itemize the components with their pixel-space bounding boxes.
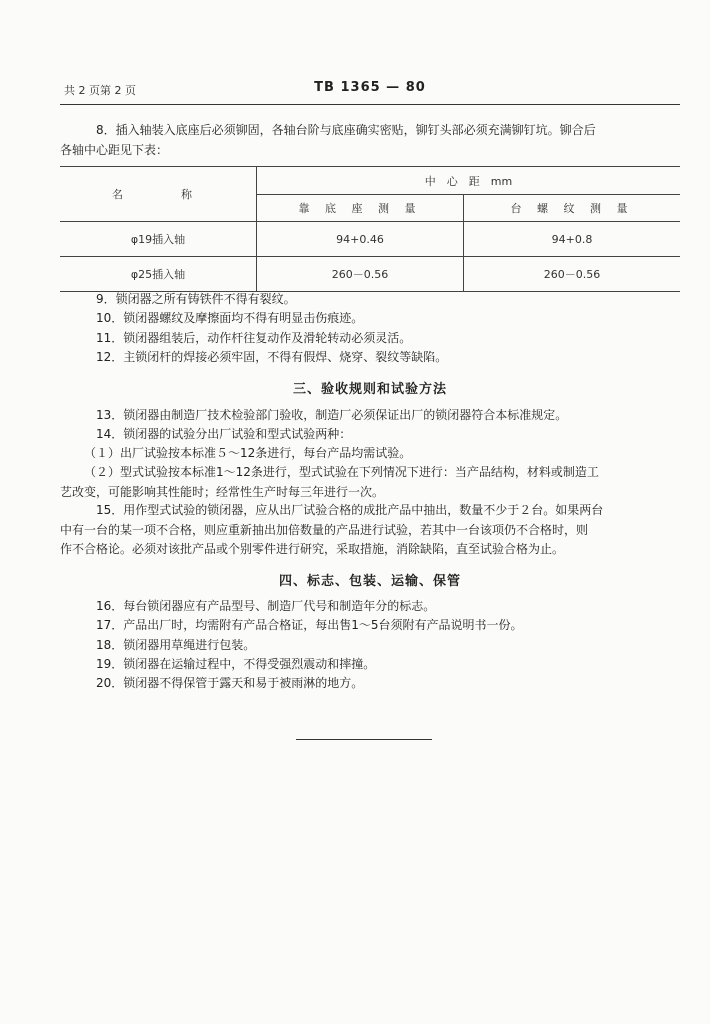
item-14: 14．锁闭器的试验分出厂试验和型式试验两种： (96, 427, 352, 441)
header-rule (60, 104, 680, 105)
item-20: 20．锁闭器不得保管于露天和易于被雨淋的地方。 (96, 676, 364, 690)
table-subheader-thread: 台 螺 纹 测 量 (464, 195, 681, 222)
item-8-line1: 8．插入轴装入底座后必须铆固，各轴台阶与底座确实密贴，铆钉头部必须充满铆钉坑。铆合后 (96, 123, 596, 137)
table-row (60, 257, 680, 292)
page-header (60, 80, 680, 104)
end-rule (296, 739, 432, 740)
item-16: 16．每台锁闭器应有产品型号、制造厂代号和制造年分的标志。 (96, 599, 436, 613)
item-15-line3: 作不合格论。必须对该批产品或个别零件进行研究，采取措施，消除缺陷，直至试验合格为止。 (60, 542, 565, 556)
table-cell-name: φ19插入轴 (60, 222, 257, 257)
item-14-sub-1: （１）出厂试验按本标准５～12条进行，每台产品均需试验。 (84, 446, 412, 460)
item-8-line2: 各轴中心距见下表： (60, 143, 169, 157)
table-header-name: 名 称 (60, 167, 257, 222)
table-row (60, 222, 680, 257)
table-subheader-base: 靠 底 座 测 量 (257, 195, 464, 222)
item-15-line2: 中有一台的某一项不合格，则应重新抽出加倍数量的产品进行试验，若其中一台该项仍不合格时，则 (60, 523, 589, 537)
page-info: 共 2 页第 2 页 (64, 84, 136, 97)
item-17: 17．产品出厂时，均需附有产品合格证，每出售1～5台须附有产品说明书一份。 (96, 618, 523, 632)
item-19: 19．锁闭器在运输过程中，不得受强烈震动和摔撞。 (96, 657, 376, 671)
item-13: 13．锁闭器由制造厂技术检验部门验收，制造厂必须保证出厂的锁闭器符合本标准规定。 (96, 408, 568, 422)
table-cell-name: φ25插入轴 (60, 257, 257, 292)
section-4-title: 四、标志、包装、运输、保管 (278, 574, 461, 589)
center-distance-table (60, 166, 680, 292)
table-header-center-distance: 中 心 距 mm (257, 167, 681, 195)
table-cell-thread: 260－0.56 (464, 257, 681, 292)
item-14-sub-2-line2: 艺改变，可能影响其性能时；经常性生产时每三年进行一次。 (60, 485, 385, 499)
standard-number: TB 1365 — 80 (314, 80, 426, 95)
item-15-line1: 15．用作型式试验的锁闭器，应从出厂试验合格的成批产品中抽出，数量不少于２台。如果两台 (96, 503, 604, 517)
item-18: 18．锁闭器用草绳进行包装。 (96, 638, 256, 652)
item-14-sub-2-line1: （２）型式试验按本标准1～12条进行，型式试验在下列情况下进行：当产品结构，材料或制造工 (84, 465, 599, 479)
item-11: 11．锁闭器组装后，动作杆往复动作及滑轮转动必须灵活。 (96, 331, 412, 345)
item-10: 10．锁闭器螺纹及摩擦面均不得有明显击伤痕迹。 (96, 311, 364, 325)
item-9: 9．锁闭器之所有铸铁件不得有裂纹。 (96, 292, 296, 306)
table-cell-base: 260－0.56 (257, 257, 464, 292)
table-cell-thread: 94+0.8 (464, 222, 681, 257)
section-3-title: 三、验收规则和试验方法 (292, 382, 447, 397)
table-cell-base: 94+0.46 (257, 222, 464, 257)
item-12: 12．主锁闭杆的焊接必须牢固，不得有假焊、烧穿、裂纹等缺陷。 (96, 350, 448, 364)
